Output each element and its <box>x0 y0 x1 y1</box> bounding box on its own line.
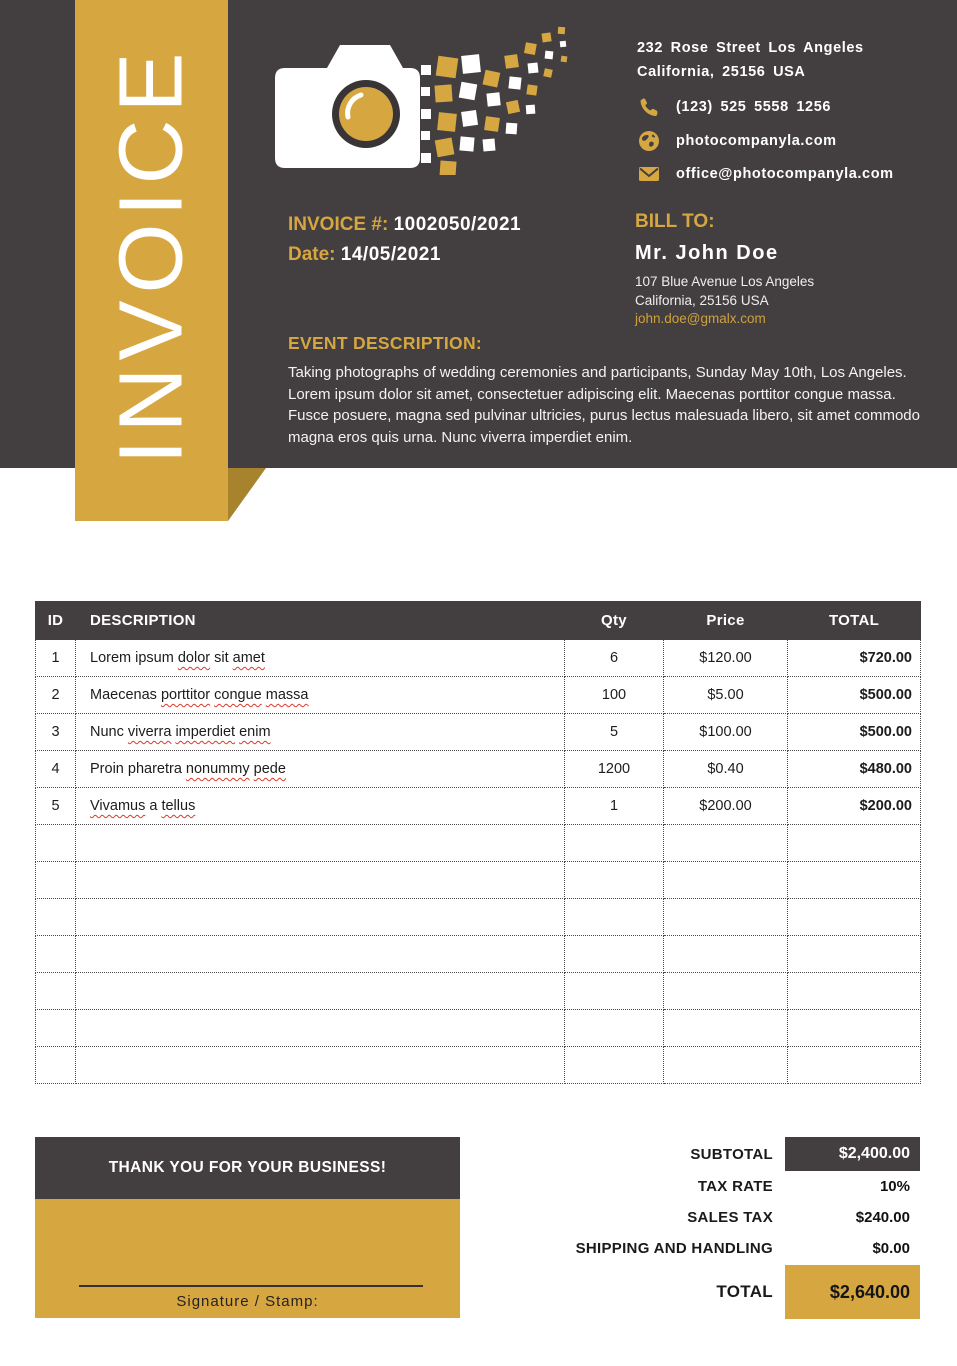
row-description-cell: Lorem ipsum dolor sit amet <box>76 640 565 677</box>
row-total-cell: $720.00 <box>788 640 921 677</box>
empty-cell <box>664 825 788 862</box>
row-id-cell: 1 <box>36 640 76 677</box>
client-address-line2: California, 25156 USA <box>635 293 769 308</box>
row-id-cell: 2 <box>36 677 76 714</box>
misspelled-word: imperdiet <box>175 724 236 740</box>
empty-cell <box>565 1047 664 1084</box>
row-total-cell: $480.00 <box>788 751 921 788</box>
invoice-meta <box>288 210 521 270</box>
signature-box <box>35 1199 460 1318</box>
empty-cell <box>36 1047 76 1084</box>
company-address-line1: 232 Rose Street Los Angeles <box>637 40 864 56</box>
col-header-qty: Qty <box>565 602 664 640</box>
thank-you-box <box>35 1137 460 1199</box>
summary-value: 10% <box>879 1178 910 1195</box>
empty-cell <box>788 825 921 862</box>
empty-cell <box>76 825 565 862</box>
client-name: Mr. John Doe <box>635 242 779 264</box>
row-price-cell: $100.00 <box>664 714 788 751</box>
misspelled-word: nonummy <box>185 761 250 777</box>
empty-cell <box>76 1010 565 1047</box>
summary-label: SUBTOTAL <box>690 1145 773 1163</box>
col-header-id: ID <box>36 602 76 640</box>
empty-cell <box>788 1047 921 1084</box>
empty-cell <box>76 1047 565 1084</box>
row-qty-cell: 1 <box>565 788 664 825</box>
row-description-cell: Nunc viverra imperdiet enim <box>76 714 565 751</box>
col-header-description: DESCRIPTION <box>76 602 565 640</box>
camera-body <box>275 45 420 168</box>
invoice-date-label: Date: <box>288 244 336 265</box>
misspelled-word: Vivamus <box>90 798 146 814</box>
invoice-number-label: INVOICE #: <box>288 214 389 235</box>
summary-value: $2,400.00 <box>785 1137 920 1171</box>
empty-cell <box>36 1010 76 1047</box>
misspelled-word: pede <box>253 761 286 777</box>
company-contact <box>637 36 894 183</box>
empty-cell <box>76 862 565 899</box>
row-description-cell: Maecenas porttitor congue massa <box>76 677 565 714</box>
summary-value: $240.00 <box>855 1209 910 1226</box>
summary-row-tax-rate <box>555 1171 920 1202</box>
row-id-cell: 4 <box>36 751 76 788</box>
empty-cell <box>664 973 788 1010</box>
table-row <box>36 751 921 788</box>
empty-table-row <box>36 862 921 899</box>
summary-section <box>555 1137 920 1319</box>
globe-icon <box>637 130 661 152</box>
empty-cell <box>36 862 76 899</box>
empty-cell <box>664 1047 788 1084</box>
table-row <box>36 714 921 751</box>
summary-value: $2,640.00 <box>785 1265 920 1319</box>
client-address-line1: 107 Blue Avenue Los Angeles <box>635 274 815 289</box>
empty-cell <box>664 1010 788 1047</box>
thank-you-text: THANK YOU FOR YOUR BUSINESS! <box>108 1159 387 1176</box>
empty-cell <box>36 899 76 936</box>
empty-cell <box>664 862 788 899</box>
empty-cell <box>76 936 565 973</box>
empty-cell <box>565 825 664 862</box>
page-title: INVOICE <box>101 45 201 465</box>
empty-table-row <box>36 973 921 1010</box>
col-header-total: TOTAL <box>788 602 921 640</box>
client-address <box>635 272 814 310</box>
ribbon-fold <box>228 468 266 521</box>
row-qty-cell: 100 <box>565 677 664 714</box>
summary-row-subtotal <box>555 1137 920 1171</box>
empty-cell <box>36 825 76 862</box>
invoice-number-row <box>288 210 521 240</box>
misspelled-word: tellus <box>161 798 196 814</box>
empty-cell <box>76 899 565 936</box>
invoice-date-row <box>288 240 521 270</box>
row-id-cell: 5 <box>36 788 76 825</box>
empty-cell <box>788 862 921 899</box>
table-header-row <box>36 602 921 640</box>
empty-cell <box>788 899 921 936</box>
event-description-section <box>288 333 920 448</box>
misspelled-word: enim <box>239 724 271 740</box>
client-email[interactable]: john.doe@gmalx.com <box>635 311 766 326</box>
company-phone: (123) 525 5558 1256 <box>676 99 832 115</box>
empty-table-row <box>36 825 921 862</box>
empty-cell <box>565 899 664 936</box>
row-total-cell: $500.00 <box>788 714 921 751</box>
camera-logo <box>272 25 572 175</box>
summary-row-shipping-and-handling <box>555 1233 920 1264</box>
empty-cell <box>788 1010 921 1047</box>
empty-cell <box>565 1010 664 1047</box>
invoice-table-body <box>36 640 921 1084</box>
row-qty-cell: 1200 <box>565 751 664 788</box>
pixel-squares <box>421 27 567 175</box>
misspelled-word: amet <box>232 650 265 666</box>
bill-to-heading: BILL TO: <box>635 211 715 232</box>
misspelled-word: porttitor <box>160 687 211 703</box>
row-description-cell: Vivamus a tellus <box>76 788 565 825</box>
empty-cell <box>76 973 565 1010</box>
line-items-table <box>35 601 921 1084</box>
table-row <box>36 788 921 825</box>
row-total-cell: $500.00 <box>788 677 921 714</box>
mail-icon <box>637 165 661 183</box>
table-row <box>36 677 921 714</box>
empty-table-row <box>36 1047 921 1084</box>
misspelled-word: viverra <box>127 724 172 740</box>
empty-cell <box>664 936 788 973</box>
company-address-line2: California, 25156 USA <box>637 64 806 80</box>
row-total-cell: $200.00 <box>788 788 921 825</box>
row-qty-cell: 6 <box>565 640 664 677</box>
bill-to-section <box>635 211 814 326</box>
misspelled-word: dolor <box>177 650 211 666</box>
row-id-cell: 3 <box>36 714 76 751</box>
empty-cell <box>788 973 921 1010</box>
summary-row-sales-tax <box>555 1202 920 1233</box>
empty-cell <box>36 936 76 973</box>
empty-cell <box>788 936 921 973</box>
summary-label: TOTAL <box>716 1282 773 1301</box>
row-price-cell: $0.40 <box>664 751 788 788</box>
col-header-price: Price <box>664 602 788 640</box>
invoice-ribbon <box>75 0 228 521</box>
phone-icon <box>637 97 661 117</box>
empty-table-row <box>36 1010 921 1047</box>
empty-cell <box>565 973 664 1010</box>
row-price-cell: $5.00 <box>664 677 788 714</box>
summary-row-total <box>555 1265 920 1319</box>
empty-cell <box>565 936 664 973</box>
empty-table-row <box>36 936 921 973</box>
summary-value: $0.00 <box>872 1240 910 1257</box>
company-email[interactable]: office@photocompanyla.com <box>676 166 894 182</box>
misspelled-word: massa <box>265 687 309 703</box>
empty-cell <box>664 899 788 936</box>
row-description-cell: Proin pharetra nonummy pede <box>76 751 565 788</box>
table-row <box>36 640 921 677</box>
empty-table-row <box>36 899 921 936</box>
row-price-cell: $200.00 <box>664 788 788 825</box>
row-qty-cell: 5 <box>565 714 664 751</box>
row-price-cell: $120.00 <box>664 640 788 677</box>
summary-label: TAX RATE <box>697 1178 773 1195</box>
company-website[interactable]: photocompanyla.com <box>676 133 837 149</box>
invoice-date-value: 14/05/2021 <box>340 244 441 265</box>
empty-cell <box>565 862 664 899</box>
invoice-number-value: 1002050/2021 <box>393 214 522 235</box>
summary-label: SHIPPING AND HANDLING <box>575 1240 773 1257</box>
signature-line <box>79 1285 423 1287</box>
event-description-heading: EVENT DESCRIPTION: <box>288 333 483 353</box>
misspelled-word: congue <box>214 687 262 703</box>
signature-label: Signature / Stamp: <box>176 1293 319 1310</box>
empty-cell <box>36 973 76 1010</box>
event-description-text: Taking photographs of wedding ceremonies and participants, Sunday May 10th, Los Angeles. Lorem ipsum dolor sit amet, consectetuer adipiscing elit. Maecenas porttitor congue massa. Fusce posuere, magna sed pulvinar ultricies, purus lectus malesuada libero, sit amet commodo magna eros quis urna. Nunc viverra imperdiet enim. <box>288 364 920 446</box>
summary-label: SALES TAX <box>687 1209 773 1226</box>
